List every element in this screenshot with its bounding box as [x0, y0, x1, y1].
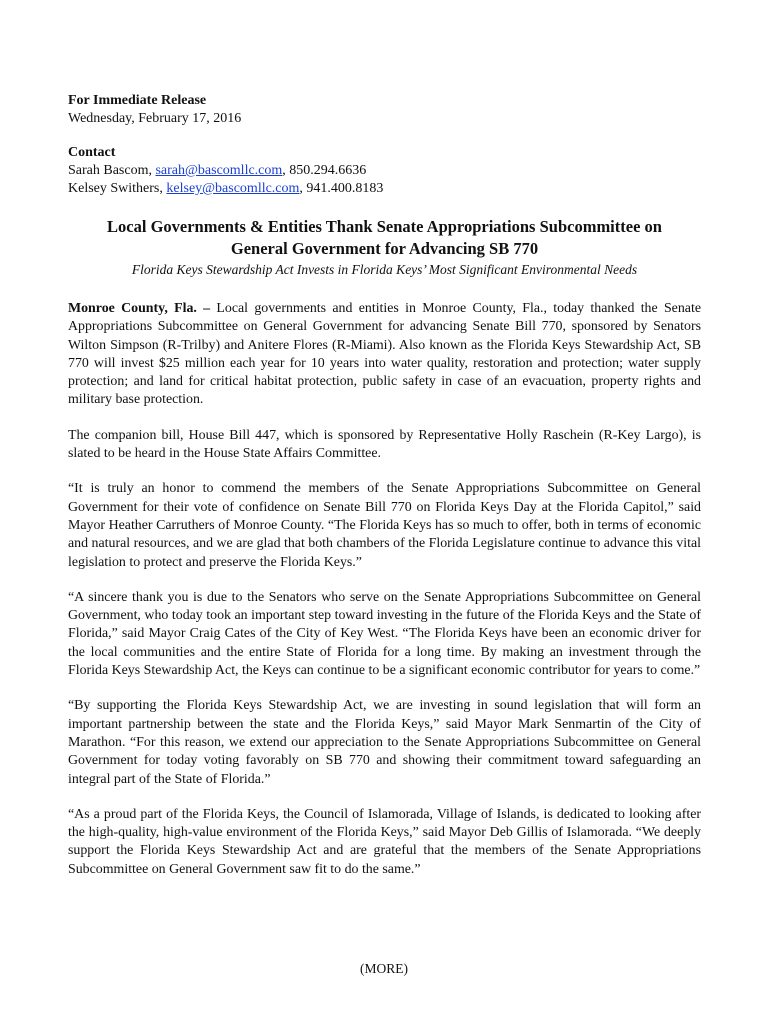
contact-person — [68, 162, 701, 180]
contact-person — [68, 180, 701, 198]
release-label: For Immediate Release — [68, 93, 207, 108]
headline-line-1: Local Governments & Entities Thank Senate Appropriations Subcommittee on — [107, 217, 662, 236]
headline — [68, 216, 701, 260]
press-release-page — [68, 92, 701, 896]
body-paragraph-4: “A sincere thank you is due to the Senators who serve on the Senate Appropriations Subcommittee on General Government, who today took an important step toward investing in the future of the Florida Keys and the State of Florida,” said Mayor Craig Cates of the City of Key West. “The Florida Keys have been an economic driver for the local communities and the entire State of Florida for a long time. By making an investment through the Florida Keys Stewardship Act, the Keys can continue to be a significant economic contributor for years to come.” — [68, 589, 701, 679]
body-paragraph-5: “By supporting the Florida Keys Stewardship Act, we are investing in sound legislation that will form an important partnership between the state and the Florida Keys,” said Mayor Mark Senmartin of the City of Marathon. “For this reason, we extend our appreciation to the Senate Appropriations Subcommittee on General Government for today voting favorably on SB 770 and showing their commitment toward safeguarding an integral part of the State of Florida.” — [68, 698, 701, 787]
contact-phone: , 850.294.6636 — [282, 163, 367, 178]
contact-email-link[interactable]: kelsey@bascomllc.com — [166, 181, 300, 196]
contact-name: Kelsey Swithers, — [68, 181, 163, 196]
body-paragraph-1 — [68, 300, 701, 410]
more-indicator: (MORE) — [360, 961, 408, 976]
release-header — [68, 92, 701, 128]
contact-phone: , 941.400.8183 — [299, 181, 384, 196]
contact-label: Contact — [68, 145, 116, 160]
contact-name: Sarah Bascom, — [68, 163, 152, 178]
release-date: Wednesday, February 17, 2016 — [68, 111, 242, 126]
paragraph-text: Local governments and entities in Monroe County, Fla., today thanked the Senate Appropriations Subcommittee on General Government for advancing Senate Bill 770, sponsored by Senators Wilton Simpson (R-Trilby) and Anitere Flores (R-Miami). Also known as the Florida Keys Stewardship Act, SB 770 will invest $25 million each year for 10 years into water quality, restoration and protection; water supply protection; and land for critical habitat protection, public safety in case of an evacuation, property rights and military base protection. — [68, 301, 701, 408]
dateline: Monroe County, Fla. – — [68, 301, 211, 316]
subheadline: Florida Keys Stewardship Act Invests in Florida Keys’ Most Significant Environmental Needs — [131, 262, 638, 277]
headline-line-2: General Government for Advancing SB 770 — [230, 239, 539, 258]
body-paragraph-6: “As a proud part of the Florida Keys, the Council of Islamorada, Village of Islands, is dedicated to looking after the high-quality, high-value environment of the Florida Keys,” said Mayor Deb Gillis of Islamorada. “We deeply support the Florida Keys Stewardship Act and are grateful that the members of the Senate Appropriations Subcommittee on General Government saw fit to do the same.” — [68, 806, 701, 877]
body-paragraph-3: “It is truly an honor to commend the members of the Senate Appropriations Subcommittee on General Government for their vote of confidence on Senate Bill 770 on Florida Keys Day at the Florida Capitol,” said Mayor Heather Carruthers of Monroe County. “The Florida Keys has so much to offer, both in terms of economic and natural resources, and we are glad that both chambers of the Florida Legislature continue to advance this vital legislation to protect and preserve the Florida Keys.” — [68, 481, 701, 570]
contact-email-link[interactable]: sarah@bascomllc.com — [155, 163, 283, 178]
contact-block — [68, 144, 701, 198]
body-paragraph-2: The companion bill, House Bill 447, which is sponsored by Representative Holly Raschein (R-Key Largo), is slated to be heard in the House State Affairs Committee. — [68, 427, 701, 462]
